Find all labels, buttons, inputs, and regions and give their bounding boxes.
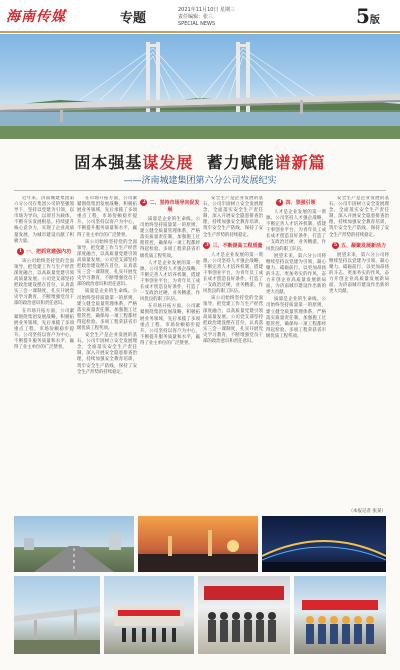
body-paragraph-3b: 人才是企业发展的第一资源。公司坚持人才强企战略，不断完善人才培养机制，搭建干事创业平台，为青年员工成长成才创造良好条件，打造了一支政治过硬、业务精湛、作风优良的职工队伍。 bbox=[140, 260, 200, 303]
subheadline: ——济南城建集团第六分公司发展纪实 bbox=[123, 176, 277, 186]
body-paragraph-4: 安全生产是企业发展的基石。公司牢固树立安全发展理念，全面落实安全生产责任制，深入开展安全隐患排查治理，持续加强安全教育培训，筑牢安全生产防线，保持了安全生产形势的持续稳定。 bbox=[203, 196, 263, 238]
body-paragraph-4b: 人才是企业发展的第一资源。公司坚持人才强企战略，不断完善人才培养机制，搭建干事创业平台，为青年员工成长成才创造良好条件，打造了一支政治过硬、业务精湛、作风优良的职工队伍。 bbox=[203, 252, 263, 295]
section-heading-3: 3 三、不断提高工程质量 bbox=[205, 241, 263, 249]
section-number-4: 4 bbox=[278, 199, 282, 205]
issue-meta bbox=[178, 7, 235, 28]
body-paragraph-5: 人才是企业发展的第一资源。公司坚持人才强企战略，不断完善人才培养机制，搭建干事创业平台，为青年员工成长成才创造良好条件，打造了一支政治过硬、业务精湛、作风优良的职工队伍。 bbox=[266, 210, 326, 252]
body-paragraph-2: 在市场开拓方面，公司紧紧围绕集团发展战略，积极拓展业务领域，先后承揽了多项重点工程，市场份额稳步提升。公司坚持以客户为中心，不断提升服务质量和水平，赢得了业主单位的广泛赞誉。 bbox=[77, 196, 137, 238]
site-illustration bbox=[104, 576, 194, 654]
headline-divider bbox=[14, 190, 386, 191]
photo-night-construction bbox=[138, 516, 258, 572]
hero-bridge-photo bbox=[0, 34, 400, 139]
page-number bbox=[356, 4, 380, 28]
night-bridge-illustration bbox=[262, 516, 386, 572]
page-number-unit: 版 bbox=[369, 15, 380, 26]
photo-party-group bbox=[198, 576, 290, 654]
article-column-6 bbox=[329, 196, 389, 514]
body-paragraph-5c: 质量是企业的生命线。公司始终坚持质量第一的原则，建立健全质量管理体系，严格落实质量责任制，加强施工过程管控，确保每一项工程都经得起检验。多项工程荣获省市级优质工程奖项。 bbox=[266, 297, 326, 339]
article-column-1 bbox=[14, 196, 74, 514]
headline-red-1: 谋发展 bbox=[142, 153, 194, 172]
section-number-5: 5 bbox=[333, 241, 338, 248]
lead-paragraph: 近年来，济南城建集团第六分公司在集团公司的坚强领导下，坚持以党建为引领，以市场为导向，以项目为载体，不断夯实发展根基，持续提升核心竞争力，实现了企业高质量发展，为城市建设贡献了积极力量。 bbox=[14, 196, 74, 244]
body-paragraph-2d: 安全生产是企业发展的基石。公司牢固树立安全发展理念，全面落实安全生产责任制，深入开展安全隐患排查治理，持续加强安全教育培训，筑牢安全生产防线，保持了安全生产形势的持续稳定。 bbox=[77, 333, 137, 375]
team-illustration bbox=[294, 576, 386, 654]
body-paragraph-3c: 在市场开拓方面，公司紧紧围绕集团发展战略，积极拓展业务领域，先后承揽了多项重点工程，市场份额稳步提升。公司坚持以客户为中心，不断提升服务质量和水平，赢得了业主单位的广泛赞誉。 bbox=[140, 304, 200, 346]
body-paragraph-6: 安全生产是企业发展的基石。公司牢固树立安全发展理念，全面落实安全生产责任制，深入开展安全隐患排查治理，持续加强安全教育培训，筑牢安全生产防线，保持了安全生产形势的持续稳定。 bbox=[329, 196, 389, 238]
article-column-3 bbox=[140, 196, 200, 514]
page-number-digit: 5 bbox=[356, 4, 370, 28]
road-illustration bbox=[14, 516, 134, 572]
headline-part-1: 固本强基 bbox=[74, 153, 143, 172]
photo-team-group bbox=[294, 576, 386, 654]
body-paragraph-2c: 质量是企业的生命线。公司始终坚持质量第一的原则，建立健全质量管理体系，严格落实质量责任制，加强施工过程管控，确保每一项工程都经得起检验。多项工程荣获省市级优质工程奖项。 bbox=[77, 289, 137, 331]
issue-tag: SPECIAL NEWS bbox=[178, 21, 216, 27]
header-divider bbox=[0, 31, 400, 33]
article-column-5 bbox=[266, 196, 326, 514]
article-signature: （本报记者 张某） bbox=[348, 509, 386, 514]
section-number-3: 3 bbox=[205, 241, 209, 248]
photo-project-site bbox=[104, 576, 194, 654]
issue-date: 2021年11月10日 星期三 bbox=[178, 7, 236, 13]
overpass-illustration bbox=[14, 576, 100, 654]
issue-editor: 责任编辑：张三 bbox=[178, 14, 214, 20]
headline-part-2: 蓄力赋能 bbox=[193, 153, 275, 172]
body-paragraph-1b: 在市场开拓方面，公司紧紧围绕集团发展战略，积极拓展业务领域，先后承揽了多项重点工程，市场份额稳步提升。公司坚持以客户为中心，不断提升服务质量和水平，赢得了业主单位的广泛赞誉。 bbox=[14, 308, 74, 351]
group-illustration bbox=[198, 576, 290, 654]
photo-night-bridge bbox=[262, 516, 386, 572]
headline-red-2: 谱新篇 bbox=[274, 153, 326, 172]
construction-illustration bbox=[138, 516, 258, 572]
body-paragraph-1: 该公司始终坚持党的全面领导，把党建工作与生产经营深度融合，以高质量党建引领高质量发展。公司党支部坚持把政治建设摆在首位，认真落实三会一课制度，扎实开展党史学习教育，不断增强党员干部的政治意识和责任意识。 bbox=[14, 258, 74, 307]
bridge-illustration bbox=[0, 34, 400, 139]
section-heading-5: 5 五、凝聚发展新活力 bbox=[333, 241, 386, 249]
article-column-2 bbox=[77, 196, 137, 514]
section-heading-2: 2 二、坚持市场导向促发展 bbox=[142, 199, 200, 213]
photo-overpass bbox=[14, 576, 100, 654]
section-number-2: 2 bbox=[142, 199, 146, 205]
body-paragraph-6b: 展望未来，第六分公司将继续坚持以党建为引领，凝心聚力、砥砺前行，以更加昂扬的斗志、更加务实的作风，奋力开创企业高质量发展新局面，为济南城市建设作出新的更大贡献。 bbox=[329, 252, 389, 295]
article-column-4 bbox=[203, 196, 263, 514]
section-heading-4: 4 四、坚强引领 bbox=[278, 199, 316, 206]
section-title: 专题 bbox=[120, 11, 147, 26]
photo-road-project bbox=[14, 516, 134, 572]
body-paragraph-5b: 展望未来，第六分公司将继续坚持以党建为引领，凝心聚力、砥砺前行，以更加昂扬的斗志、更加务实的作风，奋力开创企业高质量发展新局面，为济南城市建设作出新的更大贡献。 bbox=[266, 253, 326, 296]
body-paragraph-3: 质量是企业的生命线。公司始终坚持质量第一的原则，建立健全质量管理体系，严格落实质量责任制，加强施工过程管控，确保每一项工程都经得起检验。多项工程荣获省市级优质工程奖项。 bbox=[140, 217, 200, 259]
body-paragraph-4c: 该公司始终坚持党的全面领导，把党建工作与生产经营深度融合，以高质量党建引领高质量发展。公司党支部坚持把政治建设摆在首位，认真落实三会一课制度，扎实开展党史学习教育，不断增强党员干部的政治意识和责任意识。 bbox=[203, 296, 263, 344]
section-number-1: 1 bbox=[18, 247, 23, 254]
section-heading-1: 1 一、把抓党建强内功 bbox=[18, 247, 71, 255]
newspaper-logo: 海南传媒 bbox=[6, 9, 66, 25]
headline bbox=[0, 150, 400, 173]
body-paragraph-2b: 该公司始终坚持党的全面领导，把党建工作与生产经营深度融合，以高质量党建引领高质量发展。公司党支部坚持把政治建设摆在首位，认真落实三会一课制度，扎实开展党史学习教育，不断增强党员干部的政治意识和责任意识。 bbox=[77, 239, 137, 288]
